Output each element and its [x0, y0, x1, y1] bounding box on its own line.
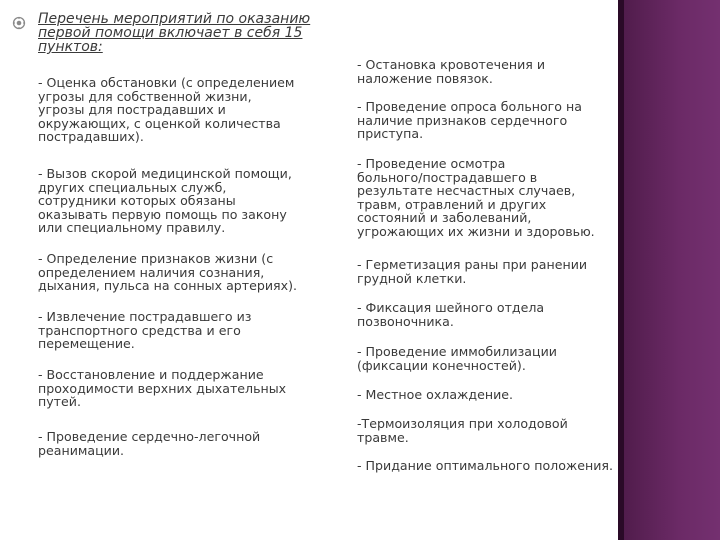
list-item: - Вызов скорой медицинской помощи, других специальных служб, сотрудники которых обязаны оказывать первую помощь по закону или специальному правилу. — [38, 166, 292, 236]
list-item: - Оценка обстановки (с определением угрозы для собственной жизни, угрозы для пострадавших и окружающих, с оценкой количества пострадавших). — [38, 75, 295, 145]
side-panel-stripe — [618, 0, 624, 540]
ornate-bullet-icon — [12, 16, 26, 30]
list-item: - Восстановление и поддержание проходимости верхних дыхательных путей. — [38, 367, 287, 410]
list-item: - Местное охлаждение. — [357, 387, 514, 402]
list-item: - Герметизация раны при ранении грудной клетки. — [357, 257, 588, 286]
list-item: -Термоизоляция при холодовой травме. — [357, 416, 568, 445]
list-item: - Извлечение пострадавшего из транспортного средства и его перемещение. — [38, 309, 252, 352]
list-item: - Проведение осмотра больного/пострадавшего в результате несчастных случаев, травм, отравлений и других состояний и заболеваний, угрожающих их жизни и здоровью. — [357, 156, 595, 239]
list-item: - Фиксация шейного отдела позвоночника. — [357, 300, 545, 329]
side-decor-panel — [618, 0, 720, 540]
list-item: - Определение признаков жизни (с определением наличия сознания, дыхания, пульса на сонных артериях). — [38, 251, 297, 294]
list-item: - Придание оптимального положения. — [357, 458, 613, 473]
list-item: - Остановка кровотечения и наложение повязок. — [357, 57, 546, 86]
page-title: Перечень мероприятий по оказанию первой помощи включает в себя 15 пунктов: — [38, 11, 311, 55]
list-item: - Проведение иммобилизации (фиксации конечностей). — [357, 344, 557, 373]
list-item: - Проведение сердечно-легочной реанимации. — [38, 429, 261, 458]
list-item: - Проведение опроса больного на наличие признаков сердечного приступа. — [357, 99, 582, 142]
